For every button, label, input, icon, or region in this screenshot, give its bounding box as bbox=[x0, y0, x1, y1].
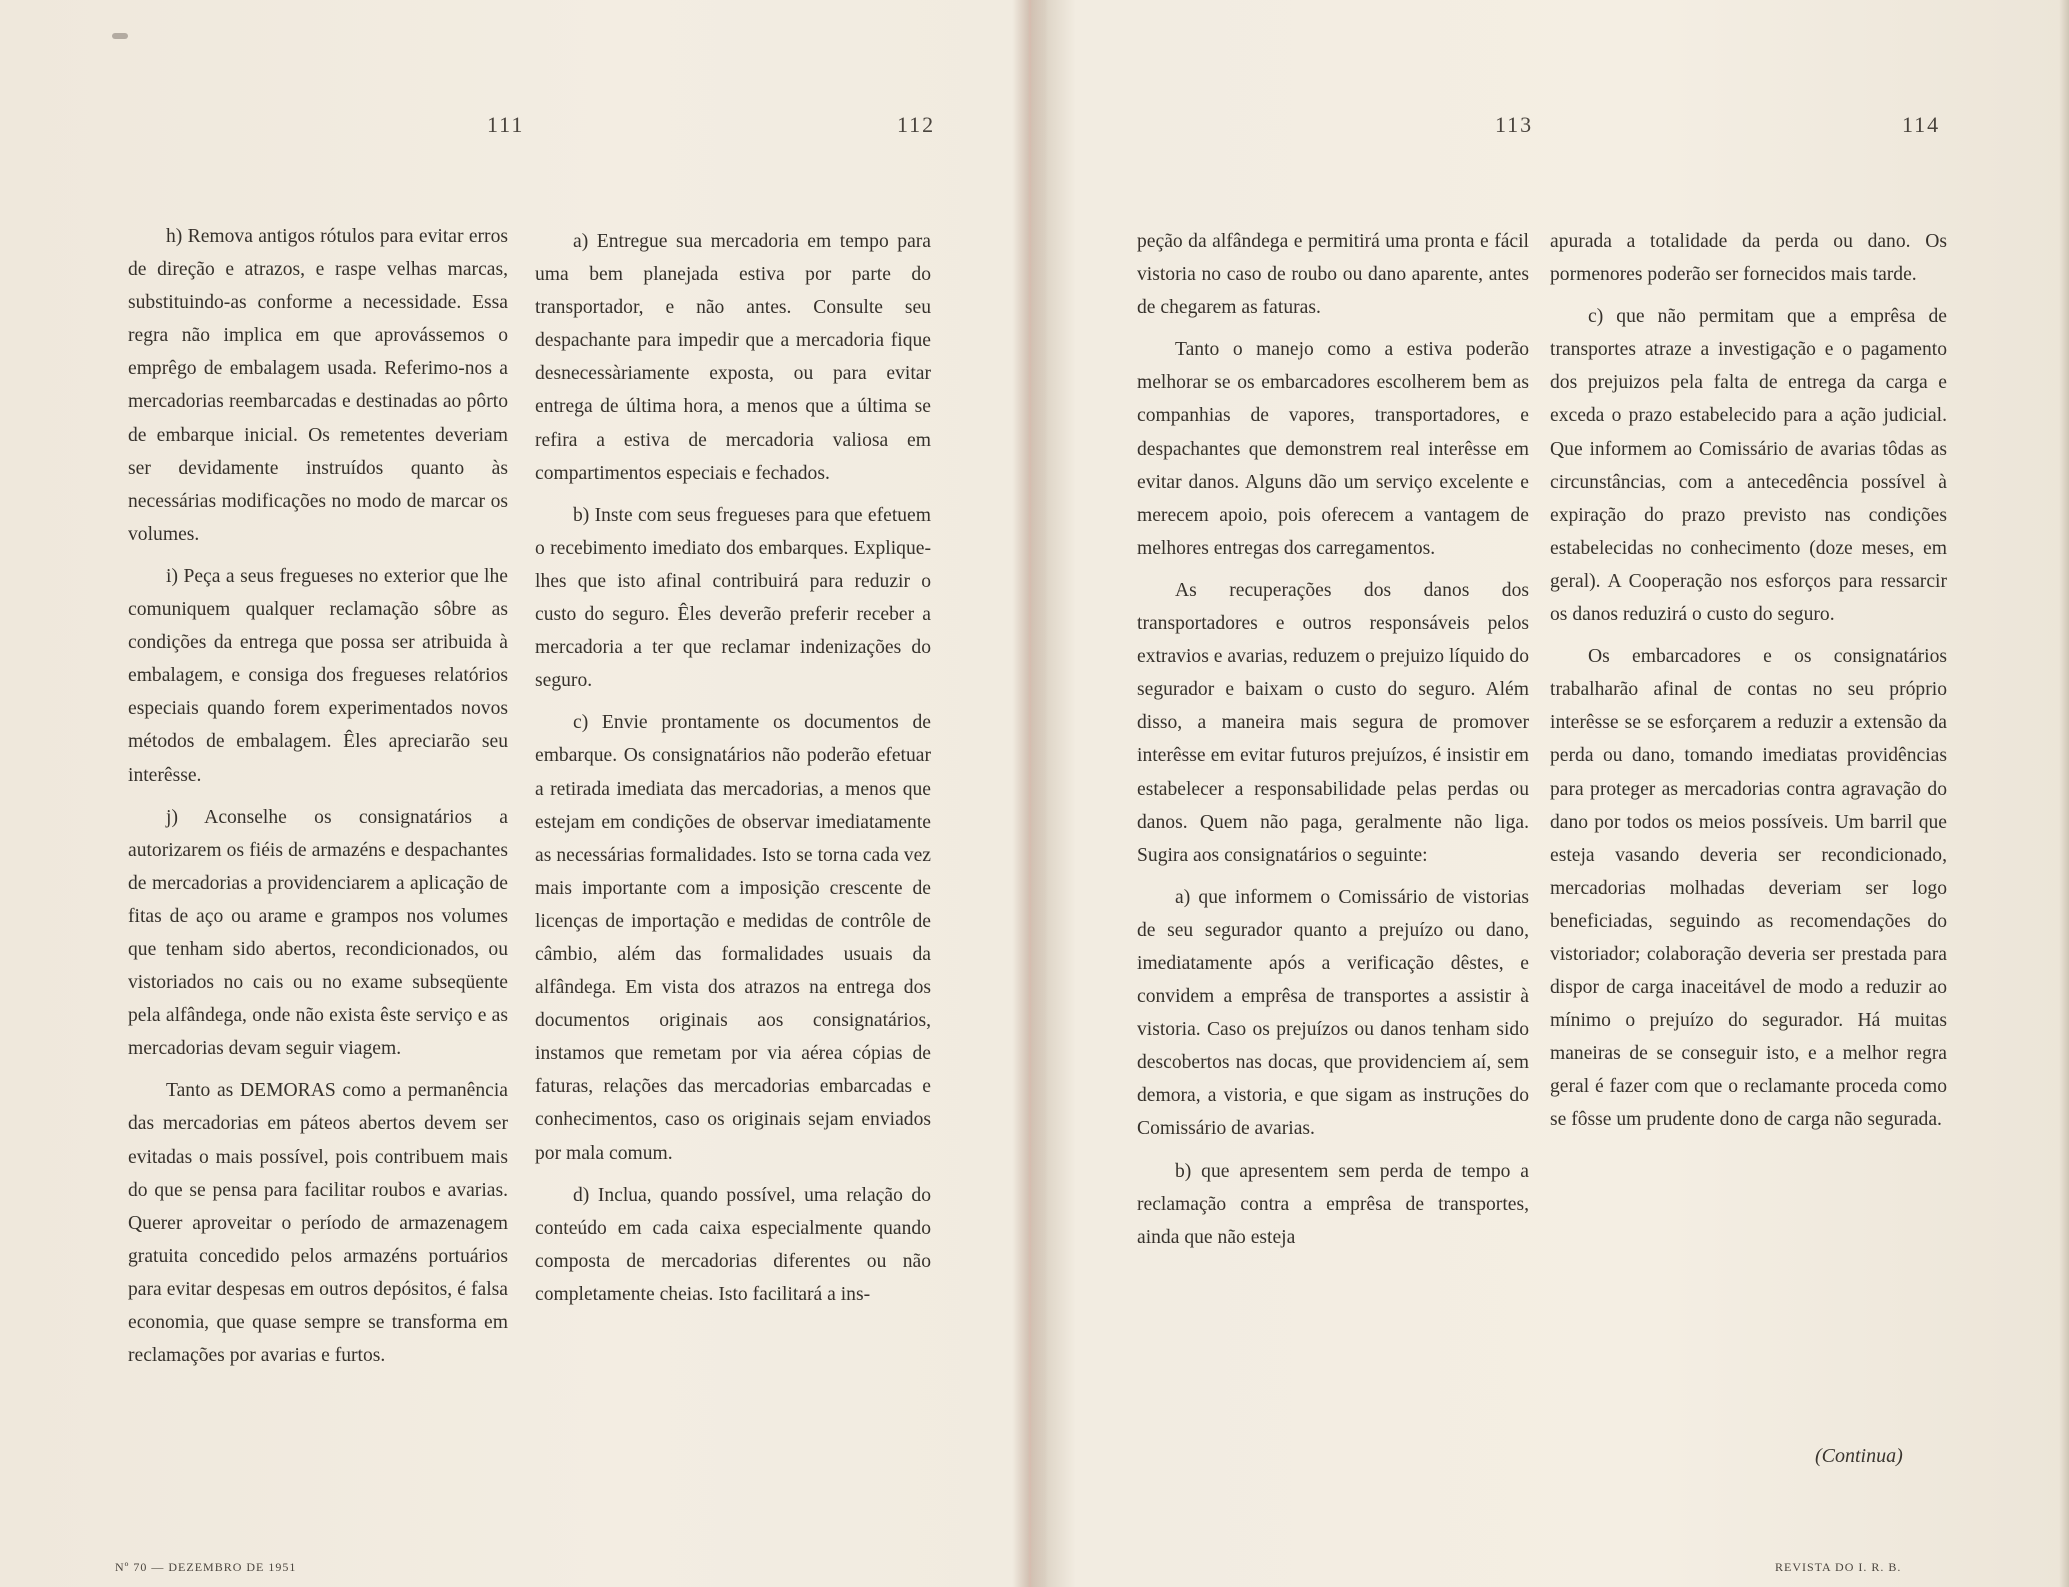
text-column-page-114 bbox=[1550, 225, 1947, 1146]
paragraph: b) Inste com seus fregueses para que efetuem o recebimento imediato dos embarques. Explique-lhes que isto afinal contribuirá para reduzir o custo do seguro. Êles deverão preferir receber a mercadoria a ter que reclamar indenizações do seguro. bbox=[535, 504, 931, 692]
paragraph: Tanto as DEMORAS como a permanência das mercadorias em páteos abertos devem ser evitadas o mais possível, pois contribuem mais do que se pensa para facilitar roubos e avarias. Querer aproveitar o período de armazenagem gratuita concedido pelos armazéns portuários para evitar despesas em outros depósitos, é falsa economia, que quase sempre se transforma em reclamações por avarias e furtos. bbox=[128, 1080, 508, 1367]
paragraph: d) Inclua, quando possível, uma relação do conteúdo em cada caixa especialmente quando composta de mercadorias diferentes ou não completamente cheias. Isto facilitará a ins- bbox=[535, 1184, 931, 1305]
continued-marker: (Continua) bbox=[1815, 1445, 1903, 1467]
paragraph: apurada a totalidade da perda ou dano. Os pormenores poderão ser fornecidos mais tarde. bbox=[1550, 231, 1947, 286]
page-number-112: 112 bbox=[897, 112, 936, 137]
paragraph: a) que informem o Comissário de vistorias de seu segurador quanto a prejuízo ou dano, imediatamente após a verificação dêstes, e convidem a emprêsa de transportes a assistir à vistoria. Caso os prejuízos ou danos tenham sido descobertos nas docas, que providenciem aí, sem demora, a vistoria, e que sigam as instruções do Comissário de avarias. bbox=[1137, 886, 1529, 1140]
paragraph: h) Remova antigos rótulos para evitar erros de direção e atrazos, e raspe velhas marcas, substituindo-as conforme a necessidade. Essa regra não implica em que aprovássemos o emprêgo de embalagem usada. Referimo-nos a mercadorias reembarcadas e destinadas ao pôrto de embarque inicial. Os remetentes deveriam ser devidamente instruídos quanto às necessárias modificações no modo de marcar os volumes. bbox=[128, 226, 508, 545]
book-gutter bbox=[1012, 0, 1048, 1587]
text-column-page-111 bbox=[128, 220, 508, 1381]
paragraph: c) que não permitam que a emprêsa de transportes atraze a investigação e o pagamento dos prejuizos pela falta de entrega da carga e exceda o prazo estabelecido para a ação judicial. Que informem ao Comissário de avarias tôdas as circunstâncias, com a antecedência possível à expiração do prazo previsto nas condições estabelecidas no conhecimento (doze meses, em geral). A Cooperação nos esforços para ressarcir os danos reduzirá o custo do seguro. bbox=[1550, 306, 1947, 626]
text-column-page-112 bbox=[535, 225, 931, 1320]
footer-issue: Nº 70 — DEZEMBRO DE 1951 bbox=[115, 1560, 297, 1574]
paragraph: c) Envie prontamente os documentos de embarque. Os consignatários não poderão efetuar a retirada imediata das mercadorias, a menos que estejam em condições de observar imediatamente as necessárias formalidades. Isto se torna cada vez mais importante com a imposição crescente de licenças de importação e medidas de contrôle de câmbio, além das formalidades usuais da alfândega. Em vista dos atrazos na entrega dos documentos originais aos consignatários, instamos que remetam por via aérea cópias de faturas, relações das mercadorias embarcadas e conhecimentos, caso os originais sejam enviados por mala comum. bbox=[535, 712, 931, 1164]
page-number-113: 113 bbox=[1495, 112, 1534, 137]
footer-journal: REVISTA DO I. R. B. bbox=[1775, 1560, 1902, 1574]
page-edge bbox=[2059, 0, 2069, 1587]
paragraph: i) Peça a seus fregueses no exterior que lhe comuniquem qualquer reclamação sôbre as condições da entrega que possa ser atribuida à embalagem, e consiga dos fregueses relatórios especiais quando forem experimentados novos métodos de embalagem. Êles apreciarão seu interêsse. bbox=[128, 565, 508, 786]
paragraph: As recuperações dos danos dos transportadores e outros responsáveis pelos extravios e avarias, reduzem o prejuizo líquido do segurador e baixam o custo do seguro. Além disso, a maneira mais segura de promover interêsse em evitar futuros prejuízos, é insistir em estabelecer a responsabilidade pelas perdas ou danos. Quem não paga, geralmente não liga. Sugira aos consignatários o seguinte: bbox=[1137, 579, 1529, 866]
page-number-114: 114 bbox=[1902, 112, 1941, 137]
paragraph: Os embarcadores e os consignatários trabalharão afinal de contas no seu próprio interêsse se se esforçarem a reduzir a extensão da perda ou dano, tomando imediatas providências para proteger as mercadorias contra agravação do dano por todos os meios possíveis. Um barril que esteja vasando deveria ser recondicionado, mercadorias molhadas deveriam ser logo beneficiadas, seguindo as recomendações do vistoriador; colaboração deveria ser prestada para dispor de carga inaceitável de modo a reduzir ao mínimo o prejuízo do segurador. Há muitas maneiras de se conseguir isto, e a melhor regra geral é fazer com que o reclamante proceda como se fôsse um prudente dono de carga não segurada. bbox=[1550, 646, 1947, 1131]
ink-smudge bbox=[112, 33, 128, 39]
paragraph: peção da alfândega e permitirá uma pronta e fácil vistoria no caso de roubo ou dano aparente, antes de chegarem as faturas. bbox=[1137, 231, 1529, 319]
paragraph: Tanto o manejo como a estiva poderão melhorar se os embarcadores escolherem bem as companhias de vapores, transportadores, e despachantes que demonstrem real interêsse em evitar danos. Alguns dão um serviço excelente e merecem apoio, pois oferecem a vantagem de melhores entregas dos carregamentos. bbox=[1137, 339, 1529, 559]
page-number-111: 111 bbox=[487, 112, 525, 137]
text-column-page-113 bbox=[1137, 225, 1529, 1263]
paragraph: a) Entregue sua mercadoria em tempo para uma bem planejada estiva por parte do transportador, e não antes. Consulte seu despachante para impedir que a mercadoria fique desnecessàriamente exposta, ou para evitar entrega de última hora, a menos que a última se refira a estiva de mercadoria valiosa em compartimentos especiais e fechados. bbox=[535, 231, 931, 484]
paragraph: j) Aconselhe os consignatários a autorizarem os fiéis de armazéns e despachantes de mercadorias a providenciarem a aplicação de fitas de aço ou arame e grampos nos volumes que tenham sido abertos, recondicionados, ou vistoriados no cais ou no exame subseqüente pela alfândega, onde não exista êste serviço e as mercadorias devam seguir viagem. bbox=[128, 806, 508, 1060]
paragraph: b) que apresentem sem perda de tempo a reclamação contra a emprêsa de transportes, ainda que não esteja bbox=[1137, 1160, 1529, 1248]
